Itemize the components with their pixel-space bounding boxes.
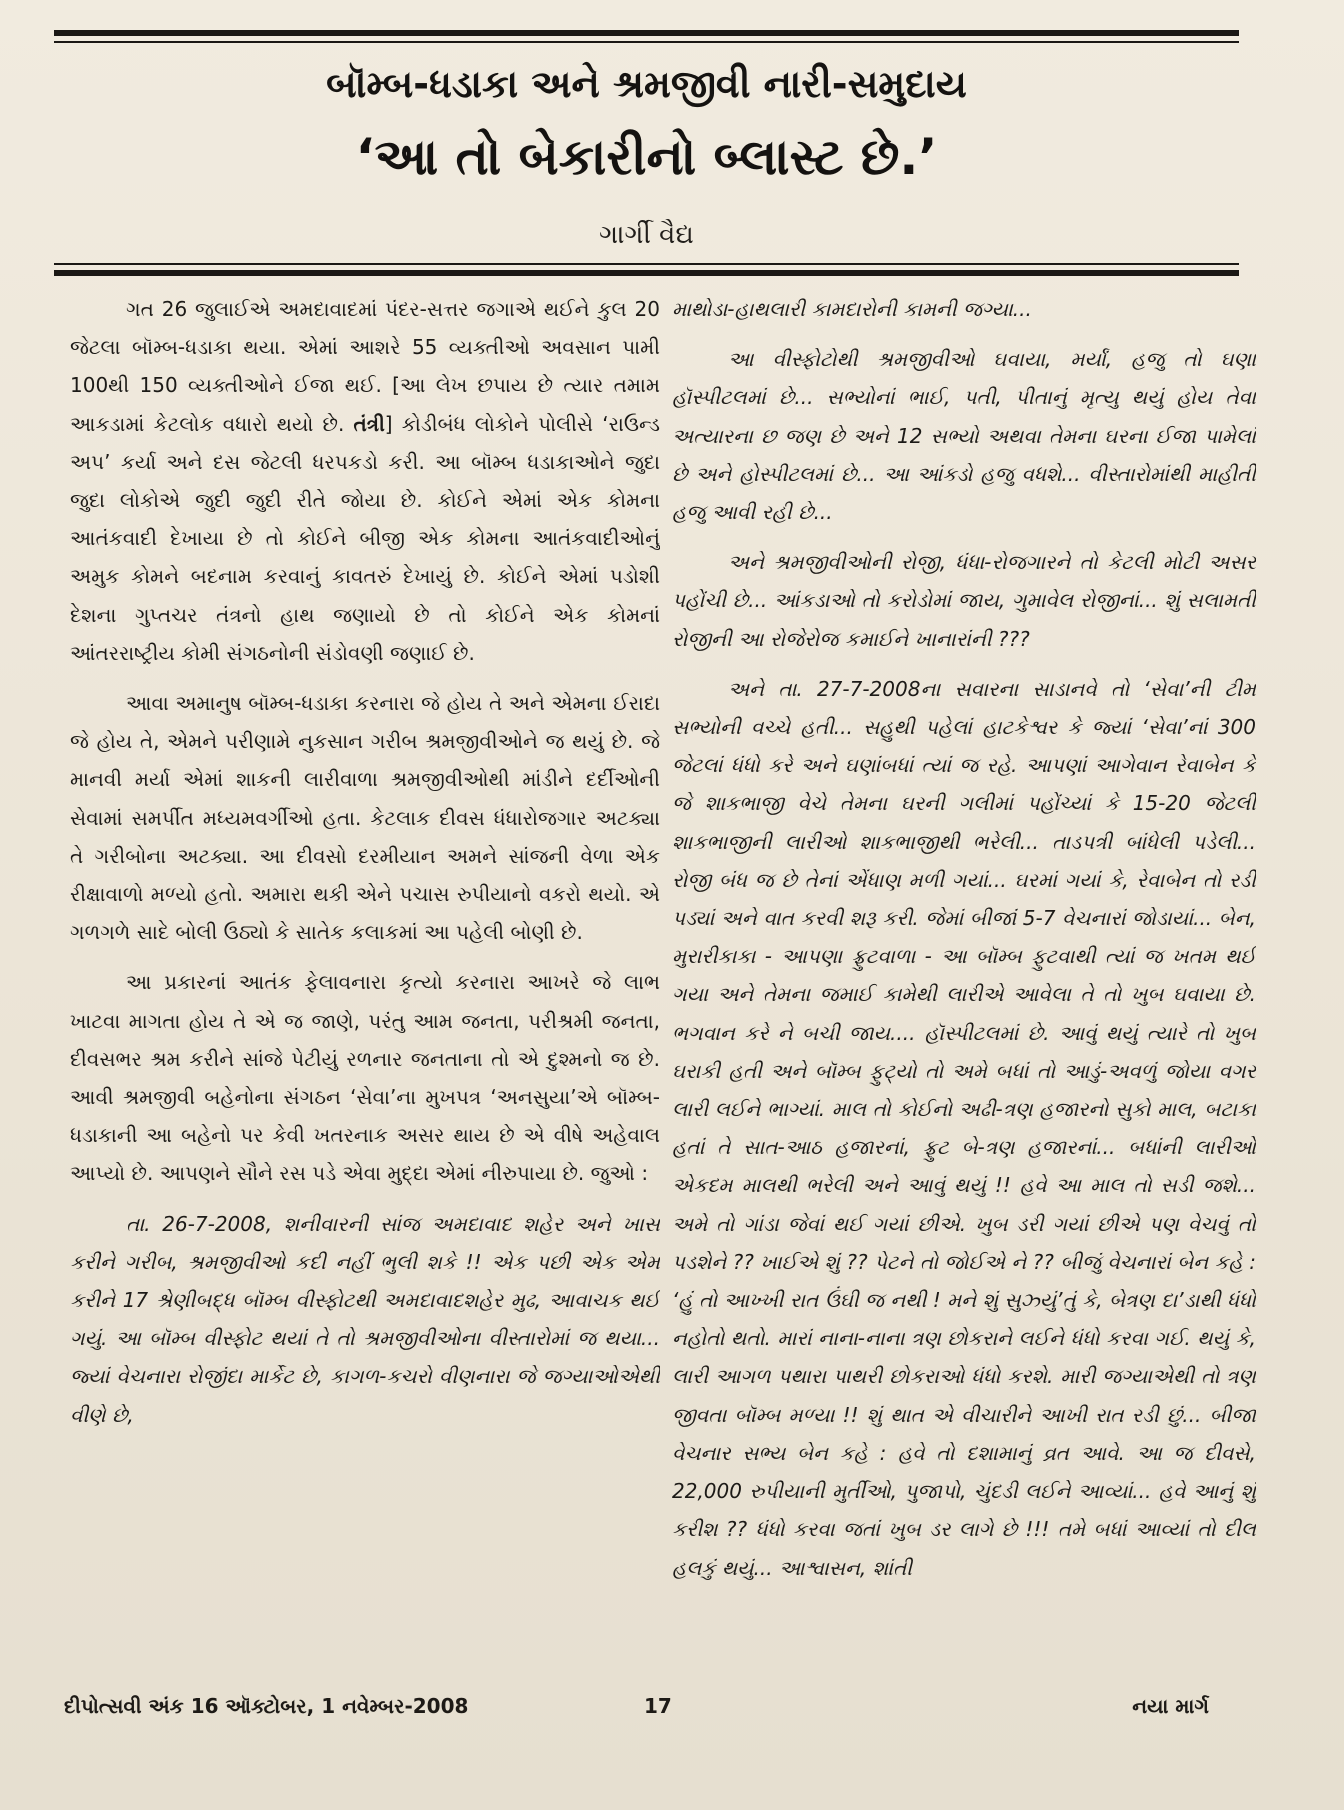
article-kicker: બૉમ્બ-ધડાકા અને શ્રમજીવી નારી-સમુદાય	[326, 62, 967, 106]
paragraph: અને તા. 27-7-2008ના સવારના સાડાનવે તો ‘સેવા’ની ટીમ સભ્યોની વચ્ચે હતી... સહુથી પહેલાં હાટકેશ્વર કે જ્યાં ‘સેવા’નાં 300 જેટલાં ધંધો કરે અને ઘણાંબધાં ત્યાં જ રહે. આપણાં આગેવાન રેવાબેન કે જે શાકભાજી વેચે તેમના ઘરની ગલીમાં પહોંચ્યાં કે 15-20 જેટલી શાકભાજીની લારીઓ શાકભાજીથી ભરેલી... તાડપત્રી બાંધેલી પડેલી... રોજી બંધ જ છે તેનાં એંધાણ મળી ગયાં... ઘરમાં ગયાં કે, રેવાબેન તો રડી પડ્યાં અને વાત કરવી શરૂ કરી. જેમાં બીજાં 5-7 વેચનારાં જોડાયાં... બેન, મુરારીકાકા - આપણા ફ્રુટવાળા - આ બૉમ્બ ફુટવાથી ત્યાં જ ખતમ થઈ ગયા અને તેમના જમાઈ કામેથી લારીએ આવેલા તે તો ખુબ ઘવાયા છે. ભગવાન કરે ને બચી જાય.... હૉસ્પીટલમાં છે. આવું થયું ત્યારે તો ખુબ ઘરાકી હતી અને બૉમ્બ ફુટ્યો તો અમે બધાં તો આડું-અવળું જોયા વગર લારી લઈને ભાગ્યાં. માલ તો કોઈનો અઢી-ત્રણ હજારનો સુકો માલ, બટાકા હતાં તે સાત-આઠ હજારનાં, ફ્રુટ બે-ત્રણ હજારનાં... બધાંની લારીઓ એકદમ માલથી ભરેલી અને આવું થયું !! હવે આ માલ તો સડી જશે... અમે તો ગાંડા જેવાં થઈ ગયાં છીએ. ખુબ ડરી ગયાં છીએ પણ વેચવું તો પડશેને ?? ખાઈએ શું ?? પેટને તો જોઈએ ને ?? બીજું વેચનારાં બેન કહે : ‘હું તો આખ્ખી રાત ઉંઘી જ નથી ! મને શું સુઝ્યું’તું કે, બેત્રણ દા’ડાથી ધંધો નહોતો થતો. મારાં નાના-નાના ત્રણ છોકરાને લઈને ધંધો કરવા ગઈ. થયું કે, લારી આગળ પથારા પાથરી છોકરાઓ ધંધો કરશે. મારી જગ્યાએથી તો ત્રણ જીવતા બૉમ્બ મળ્યા !! શું થાત એ વીચારીને આખી રાત રડી છું... બીજા વેચનાર સભ્ય બેન કહે : હવે તો દશામાનું વ્રત આવે. આ જ દીવસે, 22,000 રુપીયાની મુર્તીઓ, પુજાપો, ચુંદડી લઈને આવ્યાં... હવે આનું શું કરીશ ?? ધંધો કરવા જતાં ખુબ ડર લાગે છે !!! તમે બધાં આવ્યાં તો દીલ હલકું થયું... આશ્વાસન, શાંતી	[672, 676, 1256, 1580]
paragraph: માથોડા-હાથલારી કામદારોની કામની જગ્યા...	[672, 297, 1032, 321]
article-byline: ગાર્ગી વૈદ્ય	[599, 220, 694, 250]
editor-note: તંત્રી	[353, 411, 385, 436]
paragraph-text: ગત 26 જુલાઈએ અમદાવાદમાં પંદર-સત્તર જગાએ થઈને કુલ 20 જેટલા બૉમ્બ-ધડાકા થયા. એમાં આશરે 55 વ્યક્તીઓ અવસાન પામી 100થી 150 વ્યક્તીઓને ઈજા થઈ. [આ લેખ છપાય છે ત્યાર તમામ આકડામાં કેટલોક વધારો થયો છે.	[70, 297, 660, 436]
header-rule-thick	[54, 270, 1239, 276]
paragraph-text: ] કોડીબંધ લોકોને પોલીસે ‘રાઉન્ડ અપ’ કર્યા અને દસ જેટલી ધરપકડો કરી. આ બૉમ્બ ધડાકાઓને જુદા જુદા લોકોએ જુદી જુદી રીતે જોયા છે. કોઈને એમાં એક કોમના આતંકવાદી દેખાયા છે તો કોઈને બીજી એક કોમના આતંકવાદીઓનું અમુક કોમને બદનામ કરવાનું કાવતરું દેખાયું છે. કોઈને એમાં પડોશી દેશના ગુપ્તચર તંત્રનો હાથ જણાયો છે તો કોઈને એક કોમનાં આંતરરાષ્ટ્રીય કોમી સંગઠનોની સંડોવણી જણાઈ છે.	[70, 411, 660, 665]
paragraph: આ વીસ્ફોટોથી શ્રમજીવીઓ ઘવાયા, મર્યાં, હજુ તો ઘણા હૉસ્પીટલમાં છે... સભ્યોનાં ભાઈ, પતી, પીતાનું મૃત્યુ થયું હોય તેવા અત્યારના છ જણ છે અને 12 સભ્યો અથવા તેમના ઘરના ઈજા પામેલાં છે અને હોસ્પીટલમાં છે... આ આંકડો હજુ વધશે... વીસ્તારોમાંથી માહીતી હજુ આવી રહી છે...	[672, 347, 1256, 525]
left-column	[70, 290, 660, 1580]
page-number: 17	[644, 1694, 672, 1718]
paragraph: તા. 26-7-2008, શનીવારની સાંજ અમદાવાદ શહેર અને ખાસ કરીને ગરીબ, શ્રમજીવીઓ કદી નહીં ભુલી શકે !! એક પછી એક એમ કરીને 17 શ્રેણીબદ્ધ બૉમ્બ વીસ્ફોટથી અમદાવાદશહેર મુઢ, આવાચક થઈ ગયું. આ બૉમ્બ વીસ્ફોટ થયાં તે તો શ્રમજીવીઓના વીસ્તારોમાં જ થયા... જ્યાં વેચનારા રોજીંદા માર્કેટ છે, કાગળ-કચરો વીણનારા જે જગ્યાઓએથી વીણે છે,	[70, 1211, 660, 1427]
paragraph	[70, 290, 660, 672]
header-rule-thin	[54, 263, 1239, 265]
paragraph: અને શ્રમજીવીઓની રોજી, ધંધા-રોજગારને તો કેટલી મોટી અસર પહોંચી છે... આંકડાઓ તો કરોડોમાં જાય, ગુમાવેલ રોજીનાં... શું સલામતી રોજીની આ રોજેરોજ કમાઈને ખાનારાંની ???	[672, 550, 1256, 651]
paragraph: આવા અમાનુષ બૉમ્બ-ધડાકા કરનારા જે હોય તે અને એમના ઈરાદા જે હોય તે, એમને પરીણામે નુકસાન ગરીબ શ્રમજીવીઓને જ થયું છે. જે માનવી મર્યા એમાં શાકની લારીવાળા શ્રમજીવીઓથી માંડીને દર્દીઓની સેવામાં સમર્પીત મધ્યમવર્ગીઓ હતા. કેટલાક દીવસ ધંધારોજગાર અટક્યા તે ગરીબોના અટક્યા. આ દીવસો દરમીયાન અમને સાંજની વેળા એક રીક્ષાવાળો મળ્યો હતો. અમારા થકી એને પચાસ રુપીયાનો વકરો થયો. એ ગળગળે સાદે બોલી ઉઠ્યો કે સાતેક કલાકમાં આ પહેલી બોણી છે.	[70, 691, 660, 945]
right-column	[672, 290, 1256, 1580]
top-rule-thick	[54, 30, 1239, 36]
publication-name: નયા માર્ગ	[1132, 1694, 1209, 1718]
article-headline: ‘આ તો બેકારીનો બ્લાસ્ટ છે.’	[355, 128, 938, 186]
issue-info: દીપોત્સવી અંક 16 ઑક્ટોબર, 1 નવેમ્બર-2008	[64, 1694, 469, 1718]
page-footer	[54, 1694, 1239, 1734]
top-rule-thin	[54, 41, 1239, 43]
paragraph: આ પ્રકારનાં આતંક ફેલાવનારા કૃત્યો કરનારા આખરે જે લાભ ખાટવા માગતા હોય તે એ જ જાણે, પરંતુ આમ જનતા, પરીશ્રમી જનતા, દીવસભર શ્રમ કરીને સાંજે પેટીયું રળનાર જનતાના તો એ દુશ્મનો જ છે. આવી શ્રમજીવી બહેનોના સંગઠન ‘સેવા’ના મુખપત્ર ‘અનસુયા’એ બૉમ્બ-ધડાકાની આ બહેનો પર કેવી ખતરનાક અસર થાય છે એ વીષે અહેવાલ આપ્યો છે. આપણને સૌને રસ પડે એવા મુદ્દા એમાં નીરુપાયા છે. જુઓ :	[70, 970, 660, 1186]
